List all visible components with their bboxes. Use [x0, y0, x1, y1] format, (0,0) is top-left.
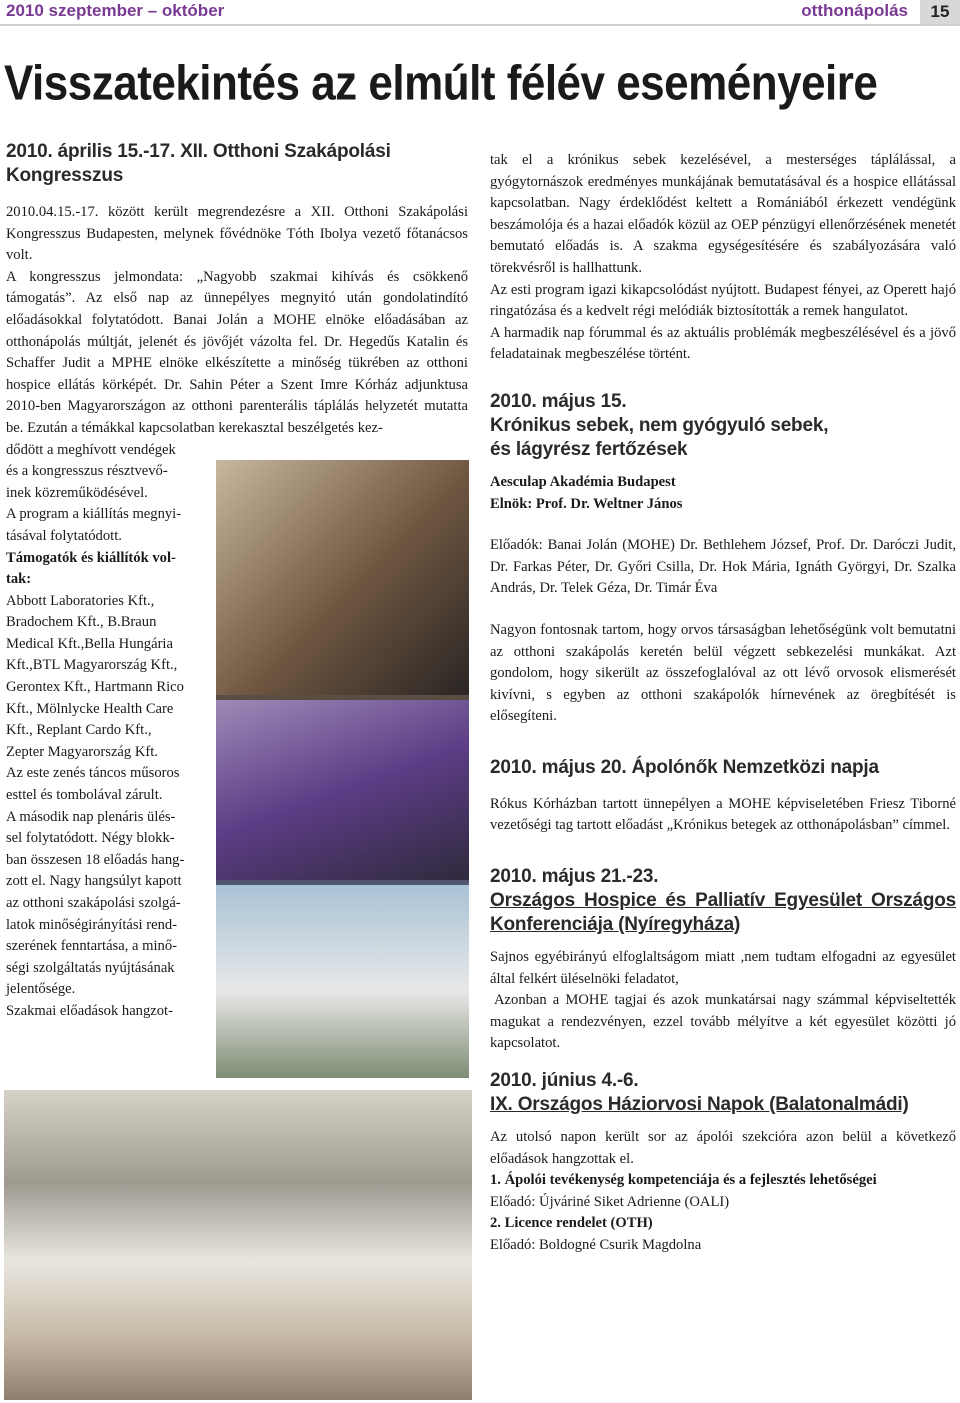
nurses-day-heading: 2010. május 20. Ápolónők Nemzetközi napja	[490, 756, 879, 778]
wound-heading-date: 2010. május 15.	[490, 390, 627, 412]
gp-days-item-1-speaker: Előadó: Újváriné Siket Adrienne (OALI)	[490, 1193, 730, 1210]
tail-line: jelentősége.	[6, 981, 76, 998]
congress-heading-line1: 2010. április 15.-17. XII. Otthoni Szakápolási	[6, 141, 391, 162]
right-paragraph-2: Az esti program igazi kikapcsolódást nyújtott. Budapest fényei, az Operett hajó ringatózása és a kedvelt régi melódiák biztosították a remek hangulatot.	[490, 281, 956, 320]
sponsor-line: Gerontex Kft., Hartmann Rico	[6, 679, 184, 696]
issue-date: 2010 szeptember – október	[6, 1, 225, 20]
sponsor-line: Bradochem Kft., B.Braun	[6, 614, 157, 631]
wound-organizer: Aesculap Akadémia Budapest	[490, 473, 676, 490]
city-view-photo	[216, 885, 469, 1078]
nurses-day-text: Rókus Kórházban tartott ünnepélyen a MOHE képviseletében Friesz Tiborné vezetőségi tag tartott előadást „Krónikus betegek az otthonápolásban” címmel.	[490, 795, 956, 834]
tail-line: zott el. Nagy hangsúlyt kapott	[6, 873, 182, 890]
narrow-line: és a kongresszus résztvevő-	[6, 463, 168, 480]
sponsor-line: Abbott Laboratories Kft.,	[6, 592, 155, 609]
right-column	[490, 150, 956, 1257]
narrow-line: tásával folytatódott.	[6, 527, 122, 544]
narrow-line: dődött a meghívott vendégek	[6, 441, 176, 458]
congress-paragraph-1: 2010.04.15.-17. között került megrendezésre a XII. Otthoni Szakápolási Kongresszus Budapesten, melynek fővédnöke Tóth Ibolya vezető főtanácsos volt.	[6, 204, 468, 264]
sponsor-line: Kft.,BTL Magyarország Kft.,	[6, 657, 178, 674]
narrow-line: A program a kiállítás megnyi-	[6, 506, 182, 523]
page-number: 15	[920, 0, 960, 24]
gp-days-item-1: 1. Ápolói tevékenység kompetenciája és a fejlesztés lehetőségei	[490, 1172, 877, 1189]
sponsor-line: Kft., Mölnlycke Health Care	[6, 700, 174, 717]
hospice-heading-title: Országos Hospice és Palliatív Egyesület Országos Konferenciája (Nyíregyháza)	[490, 890, 956, 936]
congress-heading-line2: Kongresszus	[6, 165, 124, 186]
gp-days-heading-title: IX. Országos Háziorvosi Napok (Balatonalmádi)	[490, 1094, 909, 1116]
tail-line: A második nap plenáris ülés-	[6, 808, 176, 825]
tail-line: Az este zenés táncos műsoros	[6, 765, 180, 782]
wound-heading-line2: és lágyrész fertőzések	[490, 438, 688, 460]
conference-hall-photo	[4, 1090, 472, 1400]
tail-line: sel folytatódott. Négy blokk-	[6, 830, 175, 847]
wound-speakers: Előadók: Banai Jolán (MOHE) Dr. Bethlehem József, Prof. Dr. Daróczi Judit, Dr. Farkas Péter, Dr. Győri Csilla, Dr. Hok Mária, Ignáth Györgyi, Dr. Szalka András, Dr. Telek Géza, Dr. Timár Éva	[490, 537, 956, 597]
wound-chair: Elnök: Prof. Dr. Weltner János	[490, 495, 683, 512]
right-paragraph-3: A harmadik nap fórummal és az aktuális problémák megbeszélésével és a jövő feladatainak megbeszélése történt.	[490, 324, 956, 363]
gp-days-item-2-speaker: Előadó: Boldogné Csurik Magdolna	[490, 1237, 702, 1253]
tail-line: ségi szolgáltatás nyújtásának	[6, 959, 175, 976]
tail-line: latok minőségirányítási rend-	[6, 916, 178, 933]
section-name: otthonápolás	[801, 1, 908, 20]
gp-days-heading-date: 2010. június 4.-6.	[490, 1070, 639, 1092]
hospice-heading-date: 2010. május 21.-23.	[490, 866, 659, 888]
event-photo-collage	[216, 460, 469, 1078]
hospice-text-2: Azonban a MOHE tagjai és azok munkatársai nagy számmal képviseltették magukat a rendezvényen, ezzel tovább mélyítve a két egyesület közötti jó kapcsolatot.	[490, 992, 956, 1052]
page-title: Visszatekintés az elmúlt félév eseményeire	[4, 56, 878, 111]
tail-line: az otthoni szakápolási szolgá-	[6, 895, 181, 911]
tail-line: szerének fenntartása, a minő-	[6, 938, 177, 955]
wound-heading-line1: Krónikus sebek, nem gyógyuló sebek,	[490, 414, 829, 436]
dance-group-photo	[216, 700, 469, 880]
narrow-line: inek közreműködésével.	[6, 484, 148, 501]
tail-line: Szakmai előadások hangzot-	[6, 1002, 173, 1019]
gp-days-text: Az utolsó napon került sor az ápolói szekcióra azon belül a következő előadások hangzottak el.	[490, 1129, 956, 1167]
sponsor-line: Zepter Magyarország Kft.	[6, 743, 158, 760]
tail-line: ban összesen 18 előadás hang-	[6, 851, 185, 868]
hospice-text-1: Sajnos egyébirányú elfoglaltságom miatt ,nem tudtam elfogadni az egyesület által felkért üléselnöki feladatot,	[490, 949, 956, 987]
group-photo	[216, 460, 469, 695]
page-header	[0, 0, 960, 26]
right-paragraph-1: tak el a krónikus sebek kezelésével, a mesterséges táplálással, a gyógytornászok eredményes munkájának bemutatásával és a hospice ellátással kapcsolatban. Nagy érdeklődést keltett a Romániából érkezett vendégünk beszámolója és a hazai előadók közül az OEP pénzügyi ellenőrzésének menetét bemutató előadás is. A szakma egységesítésére és szabályozására való törekvésről is hallhattunk.	[490, 152, 956, 276]
sponsor-line: Kft., Replant Cardo Kft.,	[6, 722, 152, 739]
sponsors-heading-line2: tak:	[6, 571, 32, 588]
wound-text: Nagyon fontosnak tartom, hogy orvos társaságban lehetőségünk volt bemutatni az otthoni szakápolás keretén belül végzett sebkezelési munkákat. Azt gondolom, hogy sikerült az összefoglalóval az ott lévő orvosok elismerését kivívni, s egyben az otthoni szakápolók hírnevének az öregbítését is elősegíteni.	[490, 621, 956, 725]
congress-paragraph-2: A kongresszus jelmondata: „Nagyobb szakmai kihívás és csökkenő támogatás”. Az első nap az ünnepélyes megnyitó után gondolatindító előadásokkal folytatódott. Banai Jolán a MOHE elnöke előadásában az otthonápolás múltját, jelenét és jövőjét vázolta fel. Dr. Hegedűs Katalin és Schaffer Judit a MPHE elnöke elkészítette a minőség tükrében az otthoni hospice ellátás körképét. Dr. Sahin Péter a Szent Imre Kórház adjunktusa 2010-ben Magyarországon az otthoni parenterális táplálás helyzetét mutatta be. Ezután a témákkal kapcsolatban kerekasztal beszélgetés kez-	[6, 268, 468, 436]
sponsors-heading-line1: Támogatók és kiállítók vol-	[6, 549, 176, 566]
sponsor-line: Medical Kft.,Bella Hungária	[6, 635, 173, 652]
tail-line: esttel és tombolával zárult.	[6, 787, 163, 804]
gp-days-item-2: 2. Licence rendelet (OTH)	[490, 1215, 653, 1232]
